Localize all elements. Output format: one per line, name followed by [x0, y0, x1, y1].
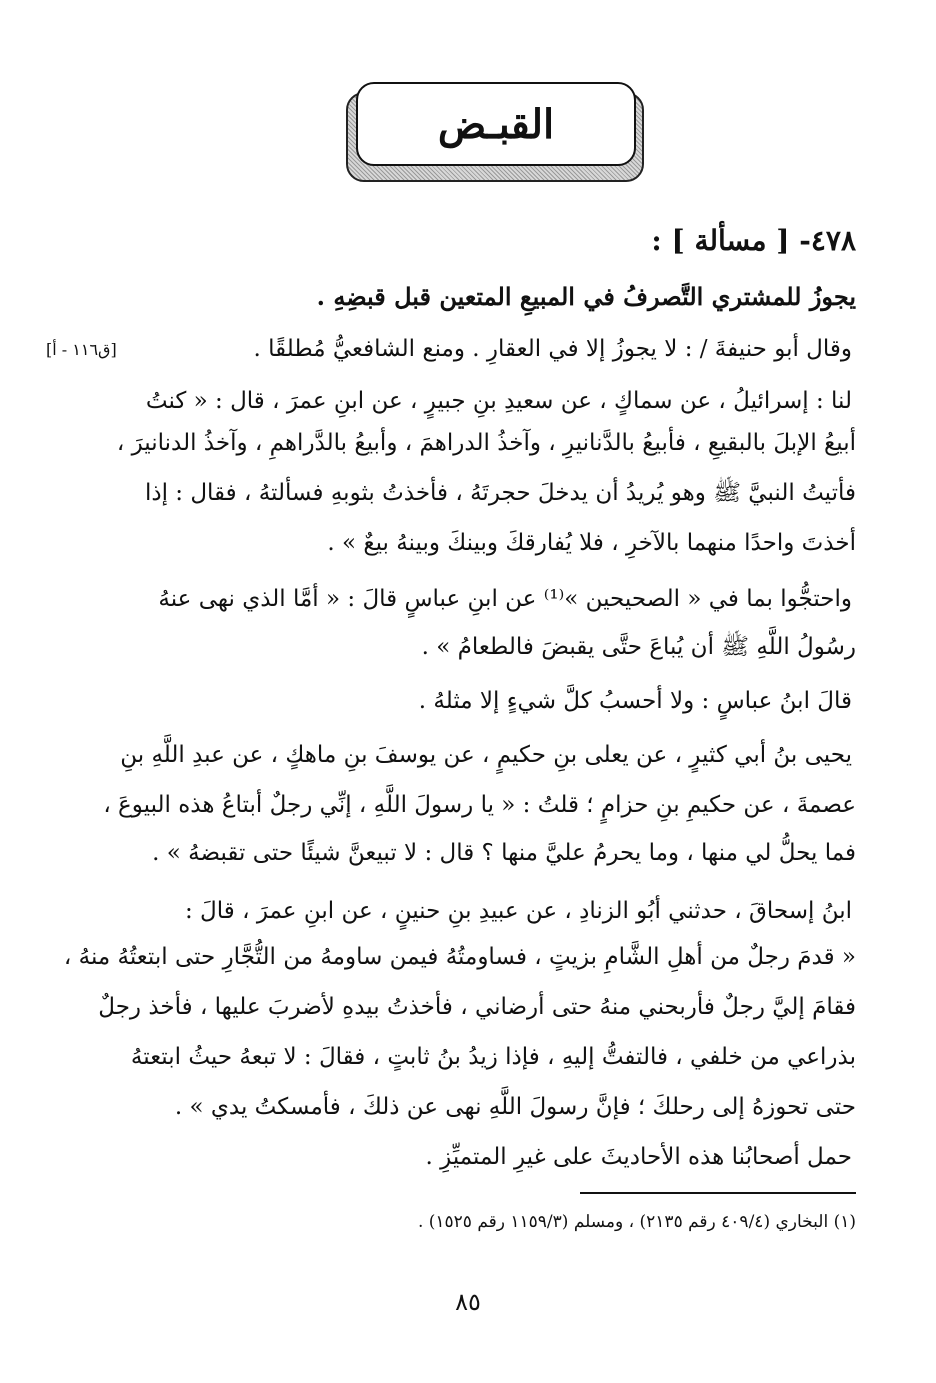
- body-line: فما يحلُّ لي منها ، وما يحرمُ عليَّ منها ؟ قال : لا تبيعنَّ شيئًا حتى تقبضهُ » .: [152, 840, 856, 866]
- body-line: حتى تحوزهُ إلى رحلكَ ؛ فإنَّ رسولَ اللَّهِ نهى عن ذلكَ ، فأمسكتُ يدي » .: [174, 1094, 856, 1120]
- body-line: أخذتَ واحدًا منهما بالآخرِ ، فلا يُفارقكَ وبينكَ وبينهُ بيعٌ » .: [327, 530, 856, 556]
- body-line: حمل أصحابُنا هذه الأحاديثَ على غيرِ المتميِّزِ .: [425, 1144, 852, 1170]
- page-number: ٨٥: [455, 1288, 481, 1316]
- body-line: وقال أبو حنيفةَ / : لا يجوزُ إلا في العقارِ . ومنع الشافعيُّ مُطلقًا .: [253, 336, 852, 362]
- body-line: « قدمَ رجلٌ من أهلِ الشَّامِ بزيتٍ ، فساومتُهُ فيمن ساومهُ من التُّجَّارِ حتى ابتعتُهُ منهُ ،: [63, 944, 856, 970]
- body-line: بذراعي من خلفي ، فالتفتُّ إليهِ ، فإذا زيدُ بنُ ثابتٍ ، فقالَ : لا تبعهُ حيثُ ابتعتهُ: [130, 1044, 856, 1070]
- body-line: فقامَ إليَّ رجلٌ فأربحني منهُ حتى أرضاني ، فأخذتُ بيدهِ لأضربَ عليها ، فأخذ رجلٌ: [98, 994, 856, 1020]
- body-line: أبيعُ الإبلَ بالبقيعِ ، فأبيعُ بالدَّنانيرِ ، وآخذُ الدراهمَ ، وأبيعُ بالدَّراهمِ ، وآخذُ الدنانيرَ ،: [116, 430, 856, 456]
- body-line: ابنُ إسحاقَ ، حدثني أبُو الزنادِ ، عن عبيدِ بنِ حنينٍ ، عن ابنِ عمرَ ، قالَ :: [185, 898, 852, 924]
- footnote: (١) البخاري (٤٠٩/٤ رقم ٢١٣٥) ، ومسلم (١١٥٩/٣ رقم ١٥٢٥) .: [417, 1212, 856, 1232]
- body-line: عصمةَ ، عن حكيمِ بنِ حزامٍ ؛ قلتُ : « يا رسولَ اللَّهِ ، إنِّي رجلٌ أبتاعُ هذه البيوعَ ،: [103, 792, 856, 818]
- chapter-title: القبـض: [437, 100, 555, 148]
- body-line: لنا : إسرائيلُ ، عن سماكٍ ، عن سعيدِ بنِ جبيرٍ ، عن ابنِ عمرَ ، قال : « كنتُ: [145, 388, 852, 414]
- footnote-divider: [580, 1192, 856, 1194]
- title-cartouche: [356, 82, 636, 166]
- manuscript-folio-reference: [ق١١٦ - أ]: [46, 340, 117, 359]
- ruling-text: يجوزُ للمشتري التَّصرفُ في المبيعِ المتعين قبل قبضِهِ .: [316, 282, 856, 311]
- body-line: فأتيتُ النبيَّ ﷺ وهو يُريدُ أن يدخلَ حجرتَهُ ، فأخذتُ بثوبهِ فسألتهُ ، فقال : إذا: [144, 480, 856, 506]
- body-line: واحتجُّوا بما في « الصحيحين »⁽¹⁾ عن ابنِ عباسٍ قالَ : « أمَّا الذي نهى عنهُ: [158, 586, 852, 612]
- issue-heading: ٤٧٨- [ مسألة ] :: [651, 224, 856, 257]
- body-line: قالَ ابنُ عباسٍ : ولا أحسبُ كلَّ شيءٍ إلا مثلهُ .: [418, 688, 852, 714]
- body-line: يحيى بنُ أبي كثيرٍ ، عن يعلى بنِ حكيمٍ ، عن يوسفَ بنِ ماهكٍ ، عن عبدِ اللَّهِ بنِ: [120, 742, 852, 768]
- body-line: رسُولُ اللَّهِ ﷺ أن يُباعَ حتَّى يقبضَ فالطعامُ » .: [421, 634, 856, 660]
